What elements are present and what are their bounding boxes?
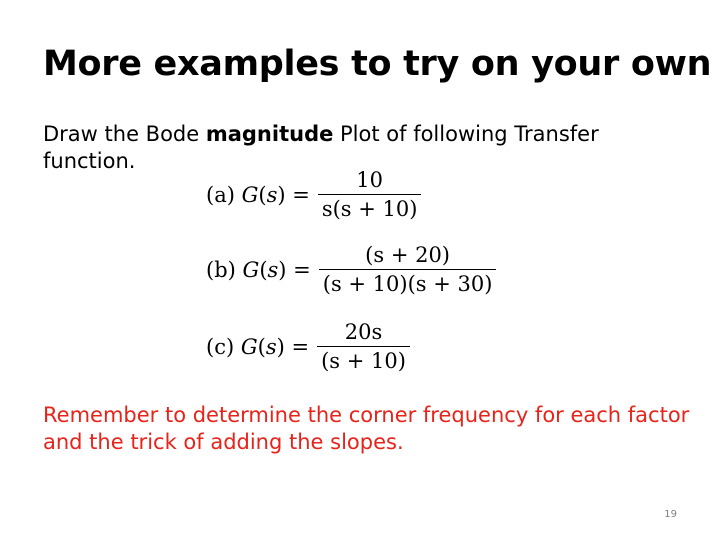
equation-a-lhs: (a) G(s) = [206, 182, 310, 207]
equation-b-label: (b) [206, 257, 236, 282]
equation-b-numerator: (s + 20) [365, 243, 451, 267]
page-number: 19 [664, 509, 677, 520]
equation-a-fraction [318, 168, 422, 221]
equation-c-numerator: 20s [344, 320, 383, 344]
equation-b-fraction [319, 243, 497, 296]
equation-a [206, 168, 421, 221]
equation-a-label: (a) [206, 182, 235, 207]
equation-c-func: G [240, 334, 258, 359]
equation-c-fraction [317, 320, 410, 373]
equation-a-numerator: 10 [356, 168, 383, 192]
equation-b-lhs: (b) G(s) = [206, 257, 311, 282]
instruction-text-pre: Draw the Bode [43, 122, 206, 146]
equation-b [206, 243, 496, 296]
equation-b-denominator: (s + 10)(s + 30) [319, 269, 497, 296]
instruction-text-bold: magnitude [205, 122, 334, 146]
equation-a-var: s [266, 182, 278, 207]
equation-b-var: s [267, 257, 279, 282]
equation-a-denominator: s(s + 10) [318, 194, 422, 221]
equation-c-denominator: (s + 10) [317, 346, 410, 373]
equation-b-func: G [242, 257, 260, 282]
equation-c-lhs: (c) G(s) = [206, 334, 310, 359]
equation-c-var: s [265, 334, 277, 359]
equation-c [206, 320, 410, 373]
equation-c-label: (c) [206, 334, 235, 359]
equation-a-func: G [241, 182, 259, 207]
reminder-text: Remember to determine the corner frequency for each factor and the trick of adding the slopes. [43, 403, 690, 454]
instruction-text [43, 121, 683, 175]
instruction-text-post: Plot of following Transfer function. [43, 122, 599, 173]
slide-title: More examples to try on your own [43, 44, 712, 84]
